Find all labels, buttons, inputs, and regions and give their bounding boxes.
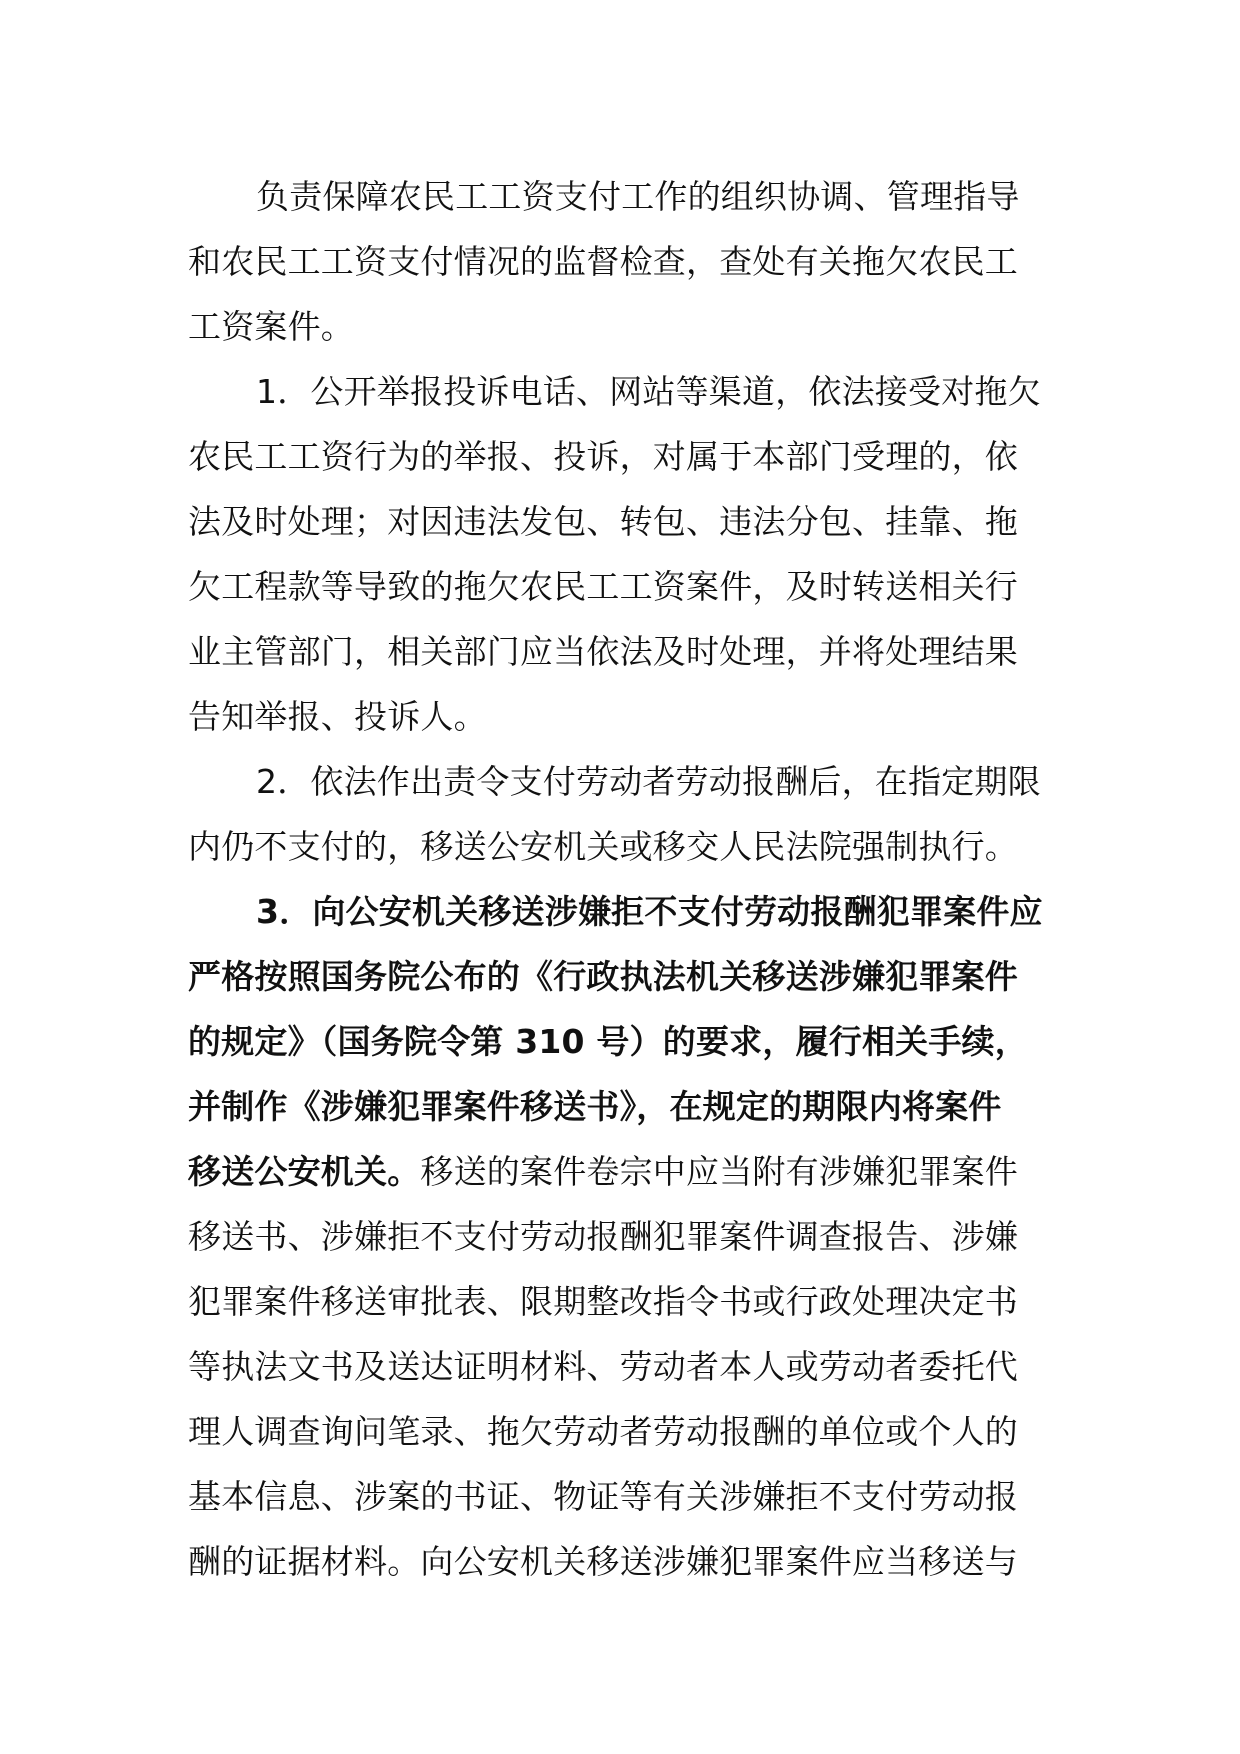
paragraph-4-line-9: 理人调查询问笔录、拖欠劳动者劳动报酬的单位或个人的: [188, 1412, 1018, 1451]
paragraph-2-line-4: 欠工程款等导致的拖欠农民工工资案件，及时转送相关行: [188, 567, 1018, 606]
document-body: [188, 164, 1060, 1594]
paragraph-4-line-8: 等执法文书及送达证明材料、劳动者本人或劳动者委托代: [188, 1347, 1018, 1386]
paragraph-2-line-2: 农民工工资行为的举报、投诉，对属于本部门受理的，依: [188, 437, 1018, 476]
paragraph-4-line-10: 基本信息、涉案的书证、物证等有关涉嫌拒不支付劳动报: [188, 1477, 1018, 1516]
paragraph-4-line-1: 3．向公安机关移送涉嫌拒不支付劳动报酬犯罪案件应: [256, 892, 1043, 931]
paragraph-4-line-6: 移送书、涉嫌拒不支付劳动报酬犯罪案件调查报告、涉嫌: [188, 1217, 1018, 1256]
paragraph-4-regular-continuation: 移送的案件卷宗中应当附有涉嫌犯罪案件: [420, 1152, 1019, 1191]
paragraph-1-line-3: 工资案件。: [188, 307, 354, 346]
paragraph-4-line-3: 的规定》（国务院令第 310 号）的要求，履行相关手续，: [188, 1022, 1028, 1061]
paragraph-2-line-3: 法及时处理；对因违法发包、转包、违法分包、挂靠、拖: [188, 502, 1018, 541]
paragraph-3-line-1: 2．依法作出责令支付劳动者劳动报酬后，在指定期限: [256, 762, 1041, 801]
paragraph-2-line-5: 业主管部门，相关部门应当依法及时处理，并将处理结果: [188, 632, 1018, 671]
paragraph-1-line-1: 负责保障农民工工资支付工作的组织协调、管理指导: [256, 177, 1020, 216]
paragraph-4-line-2: 严格按照国务院公布的《行政执法机关移送涉嫌犯罪案件: [188, 957, 1018, 996]
paragraph-3-line-2: 内仍不支付的，移送公安机关或移交人民法院强制执行。: [188, 827, 1018, 866]
paragraph-4-line-11: 酬的证据材料。向公安机关移送涉嫌犯罪案件应当移送与: [188, 1542, 1018, 1581]
paragraph-4-line-4: 并制作《涉嫌犯罪案件移送书》，在规定的期限内将案件: [188, 1087, 1002, 1126]
paragraph-4-line-5: [188, 1139, 1060, 1204]
paragraph-4-bold-ending: 移送公安机关。: [188, 1152, 421, 1191]
paragraph-2-line-6: 告知举报、投诉人。: [188, 697, 487, 736]
paragraph-2-line-1: 1．公开举报投诉电话、网站等渠道，依法接受对拖欠: [256, 372, 1041, 411]
paragraph-1-line-2: 和农民工工资支付情况的监督检查，查处有关拖欠农民工: [188, 242, 1018, 281]
paragraph-4-line-7: 犯罪案件移送审批表、限期整改指令书或行政处理决定书: [188, 1282, 1018, 1321]
